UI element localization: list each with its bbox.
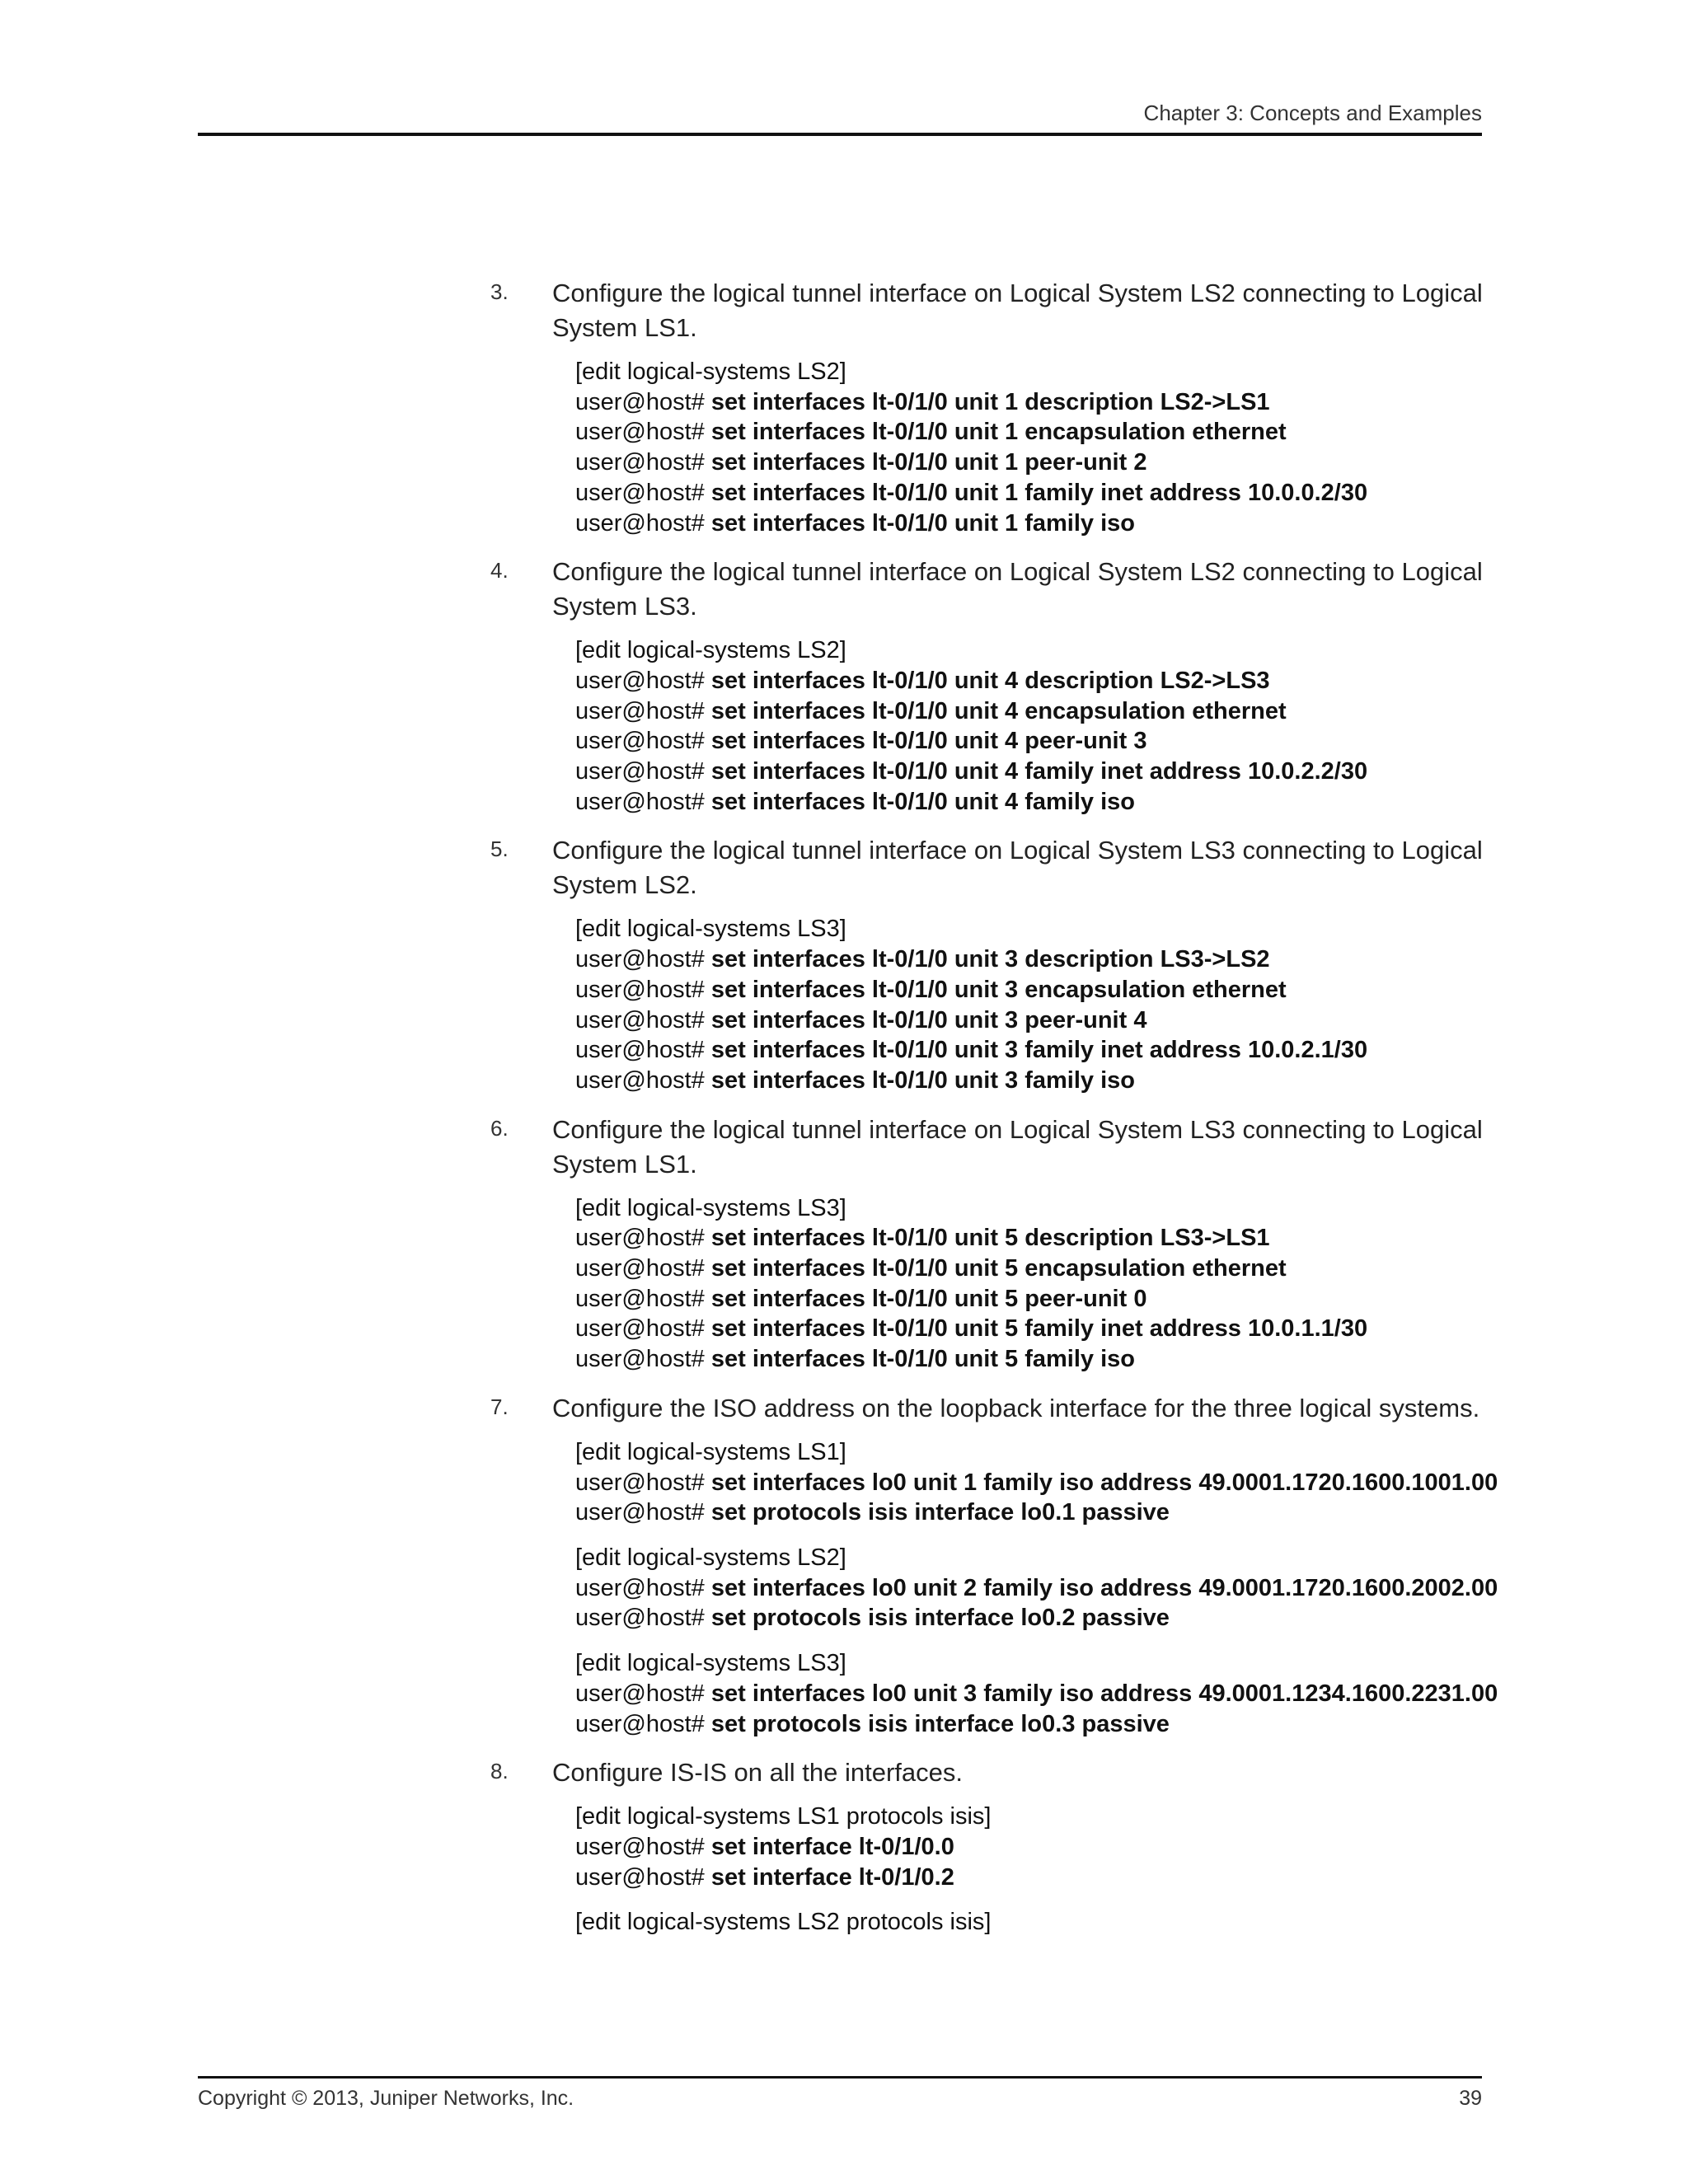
cli-command-line [575,1344,1484,1375]
cli-prompt: user@host# [575,1255,711,1282]
cli-code-block [575,1193,1484,1375]
procedure-step [490,1113,1484,1375]
cli-config-group [575,914,1484,1095]
procedure-steps [490,276,1498,1954]
footer-copyright: Copyright © 2013, Juniper Networks, Inc. [198,2087,574,2110]
cli-command-line [575,757,1484,787]
footer-divider [198,2076,1482,2079]
cli-command: set interfaces lt-0/1/0 unit 1 description LS2->LS1 [710,388,1270,415]
cli-prompt: user@host# [575,728,711,755]
cli-edit-context: [edit logical-systems LS3] [575,1194,846,1221]
cli-command: set interfaces lo0 unit 2 family iso address 49.0001.1720.1600.2002.00 [710,1574,1498,1601]
step-instruction: Configure the logical tunnel interface on Logical System LS2 connecting to Logical System LS3. [552,557,1483,621]
cli-command: set interfaces lo0 unit 3 family iso address 49.0001.1234.1600.2231.00 [710,1680,1498,1707]
cli-edit-context: [edit logical-systems LS2 protocols isis] [575,1909,992,1936]
cli-command: set interfaces lo0 unit 1 family iso address 49.0001.1720.1600.1001.00 [710,1469,1498,1496]
cli-command-line [575,1497,1484,1528]
cli-command-line [575,1679,1498,1709]
cli-prompt: user@host# [575,388,711,415]
step-instruction: Configure IS-IS on all the interfaces. [552,1758,963,1788]
cli-command: set interface lt-0/1/0.2 [710,1863,954,1891]
cli-command: set interfaces lt-0/1/0 unit 3 peer-unit 4 [710,1006,1147,1033]
cli-command: set protocols isis interface lo0.2 passive [710,1605,1170,1632]
cli-command-line [575,1709,1484,1740]
cli-config-group [575,1802,1484,1892]
cli-edit-context: [edit logical-systems LS2] [575,359,846,385]
step-number: 4. [490,558,509,583]
step-number: 6. [490,1115,509,1141]
cli-command-line [575,1573,1498,1604]
cli-command: set interfaces lt-0/1/0 unit 4 peer-unit 3 [710,728,1147,755]
cli-command: set interfaces lt-0/1/0 unit 3 family inet address 10.0.2.1/30 [710,1037,1368,1064]
cli-command: set interfaces lt-0/1/0 unit 3 description LS3->LS2 [710,946,1270,973]
cli-command: set interfaces lt-0/1/0 unit 4 family iso [710,788,1135,815]
step-instruction: Configure the logical tunnel interface on Logical System LS3 connecting to Logical System LS1. [552,1114,1483,1179]
cli-command: set interfaces lt-0/1/0 unit 1 encapsulation ethernet [710,419,1287,446]
procedure-step [490,555,1484,817]
step-instruction: Configure the ISO address on the loopback interface for the three logical systems. [552,1393,1480,1422]
cli-command-line [575,787,1484,818]
cli-edit-context: [edit logical-systems LS2] [575,637,846,664]
step-number: 5. [490,837,509,862]
cli-code-block [575,635,1484,817]
procedure-step [490,1755,1484,1938]
cli-prompt: user@host# [575,1574,711,1601]
procedure-step [490,833,1484,1095]
cli-code-block [575,357,1484,538]
cli-code-block [575,1802,1484,1938]
cli-config-group [575,1437,1498,1528]
cli-command-line [575,448,1484,478]
cli-prompt: user@host# [575,419,711,446]
cli-prompt: user@host# [575,1863,711,1891]
cli-prompt: user@host# [575,449,711,476]
cli-command-line [575,417,1484,448]
cli-prompt: user@host# [575,1346,711,1373]
cli-command-line [575,696,1484,727]
cli-config-group [575,357,1484,538]
cli-edit-context: [edit logical-systems LS3] [575,916,846,943]
cli-command: set interfaces lt-0/1/0 unit 4 description LS2->LS3 [710,667,1270,694]
cli-command-line [575,1314,1484,1344]
cli-command-line [575,944,1484,975]
cli-command-line [575,387,1484,418]
cli-command: set interfaces lt-0/1/0 unit 4 family inet address 10.0.2.2/30 [710,758,1368,785]
cli-command-line [575,1035,1484,1066]
cli-prompt: user@host# [575,1469,711,1496]
cli-code-block [575,1437,1498,1739]
step-instruction: Configure the logical tunnel interface on Logical System LS2 connecting to Logical System LS1. [552,279,1483,342]
cli-command: set interfaces lt-0/1/0 unit 5 family inet address 10.0.1.1/30 [710,1315,1368,1343]
cli-command-line [575,1468,1498,1498]
cli-prompt: user@host# [575,1037,711,1064]
cli-command-line [575,478,1484,509]
page-number: 39 [1459,2087,1482,2110]
cli-command: set interfaces lt-0/1/0 unit 5 encapsulation ethernet [710,1255,1287,1282]
cli-prompt: user@host# [575,758,711,785]
cli-prompt: user@host# [575,1499,711,1526]
cli-command: set interfaces lt-0/1/0 unit 3 family iso [710,1066,1135,1094]
procedure-step [490,276,1484,538]
cli-command: set interfaces lt-0/1/0 unit 1 family iso [710,509,1135,537]
cli-prompt: user@host# [575,1285,711,1312]
cli-command: set interfaces lt-0/1/0 unit 5 family iso [710,1346,1135,1373]
cli-command-line [575,1254,1484,1284]
cli-command-line [575,1603,1484,1633]
cli-prompt: user@host# [575,1066,711,1094]
cli-command: set protocols isis interface lo0.1 passive [710,1499,1170,1526]
cli-config-group [575,1907,1484,1938]
cli-config-group [575,1193,1484,1375]
cli-command-line [575,1066,1484,1096]
cli-command: set interfaces lt-0/1/0 unit 5 description LS3->LS1 [710,1225,1270,1252]
procedure-step [490,1391,1498,1739]
cli-prompt: user@host# [575,1605,711,1632]
cli-edit-context: [edit logical-systems LS2] [575,1544,846,1571]
cli-prompt: user@host# [575,667,711,694]
cli-prompt: user@host# [575,946,711,973]
cli-command-line [575,509,1484,539]
header-divider [198,133,1482,136]
step-number: 8. [490,1759,509,1784]
cli-prompt: user@host# [575,1833,711,1860]
cli-command-line [575,1223,1484,1254]
cli-prompt: user@host# [575,976,711,1003]
cli-prompt: user@host# [575,1710,711,1737]
cli-prompt: user@host# [575,479,711,506]
step-instruction: Configure the logical tunnel interface on Logical System LS3 connecting to Logical System LS2. [552,836,1483,900]
step-number: 7. [490,1394,509,1419]
cli-prompt: user@host# [575,1006,711,1033]
cli-command: set interface lt-0/1/0.0 [710,1833,954,1860]
cli-prompt: user@host# [575,788,711,815]
cli-code-block [575,914,1484,1095]
cli-edit-context: [edit logical-systems LS1] [575,1438,846,1465]
cli-command-line [575,1832,1484,1863]
cli-command-line [575,726,1484,757]
cli-command-line [575,975,1484,1005]
cli-config-group [575,1648,1498,1739]
cli-prompt: user@host# [575,509,711,537]
cli-edit-context: [edit logical-systems LS1 protocols isis] [575,1803,992,1830]
cli-command-line [575,1005,1484,1036]
cli-command: set interfaces lt-0/1/0 unit 3 encapsulation ethernet [710,976,1287,1003]
cli-command: set protocols isis interface lo0.3 passive [710,1710,1170,1737]
cli-edit-context: [edit logical-systems LS3] [575,1650,846,1677]
cli-command-line [575,1863,1484,1893]
cli-config-group [575,635,1484,817]
cli-prompt: user@host# [575,1315,711,1343]
cli-config-group [575,1543,1498,1633]
chapter-header: Chapter 3: Concepts and Examples [1143,101,1482,125]
cli-command: set interfaces lt-0/1/0 unit 1 peer-unit 2 [710,449,1147,476]
cli-command: set interfaces lt-0/1/0 unit 5 peer-unit 0 [710,1285,1147,1312]
cli-prompt: user@host# [575,1225,711,1252]
cli-prompt: user@host# [575,1680,711,1707]
cli-command-line [575,666,1484,696]
cli-prompt: user@host# [575,697,711,724]
step-number: 3. [490,279,509,304]
cli-command-line [575,1284,1484,1315]
cli-command: set interfaces lt-0/1/0 unit 4 encapsulation ethernet [710,697,1287,724]
cli-command: set interfaces lt-0/1/0 unit 1 family inet address 10.0.0.2/30 [710,479,1368,506]
